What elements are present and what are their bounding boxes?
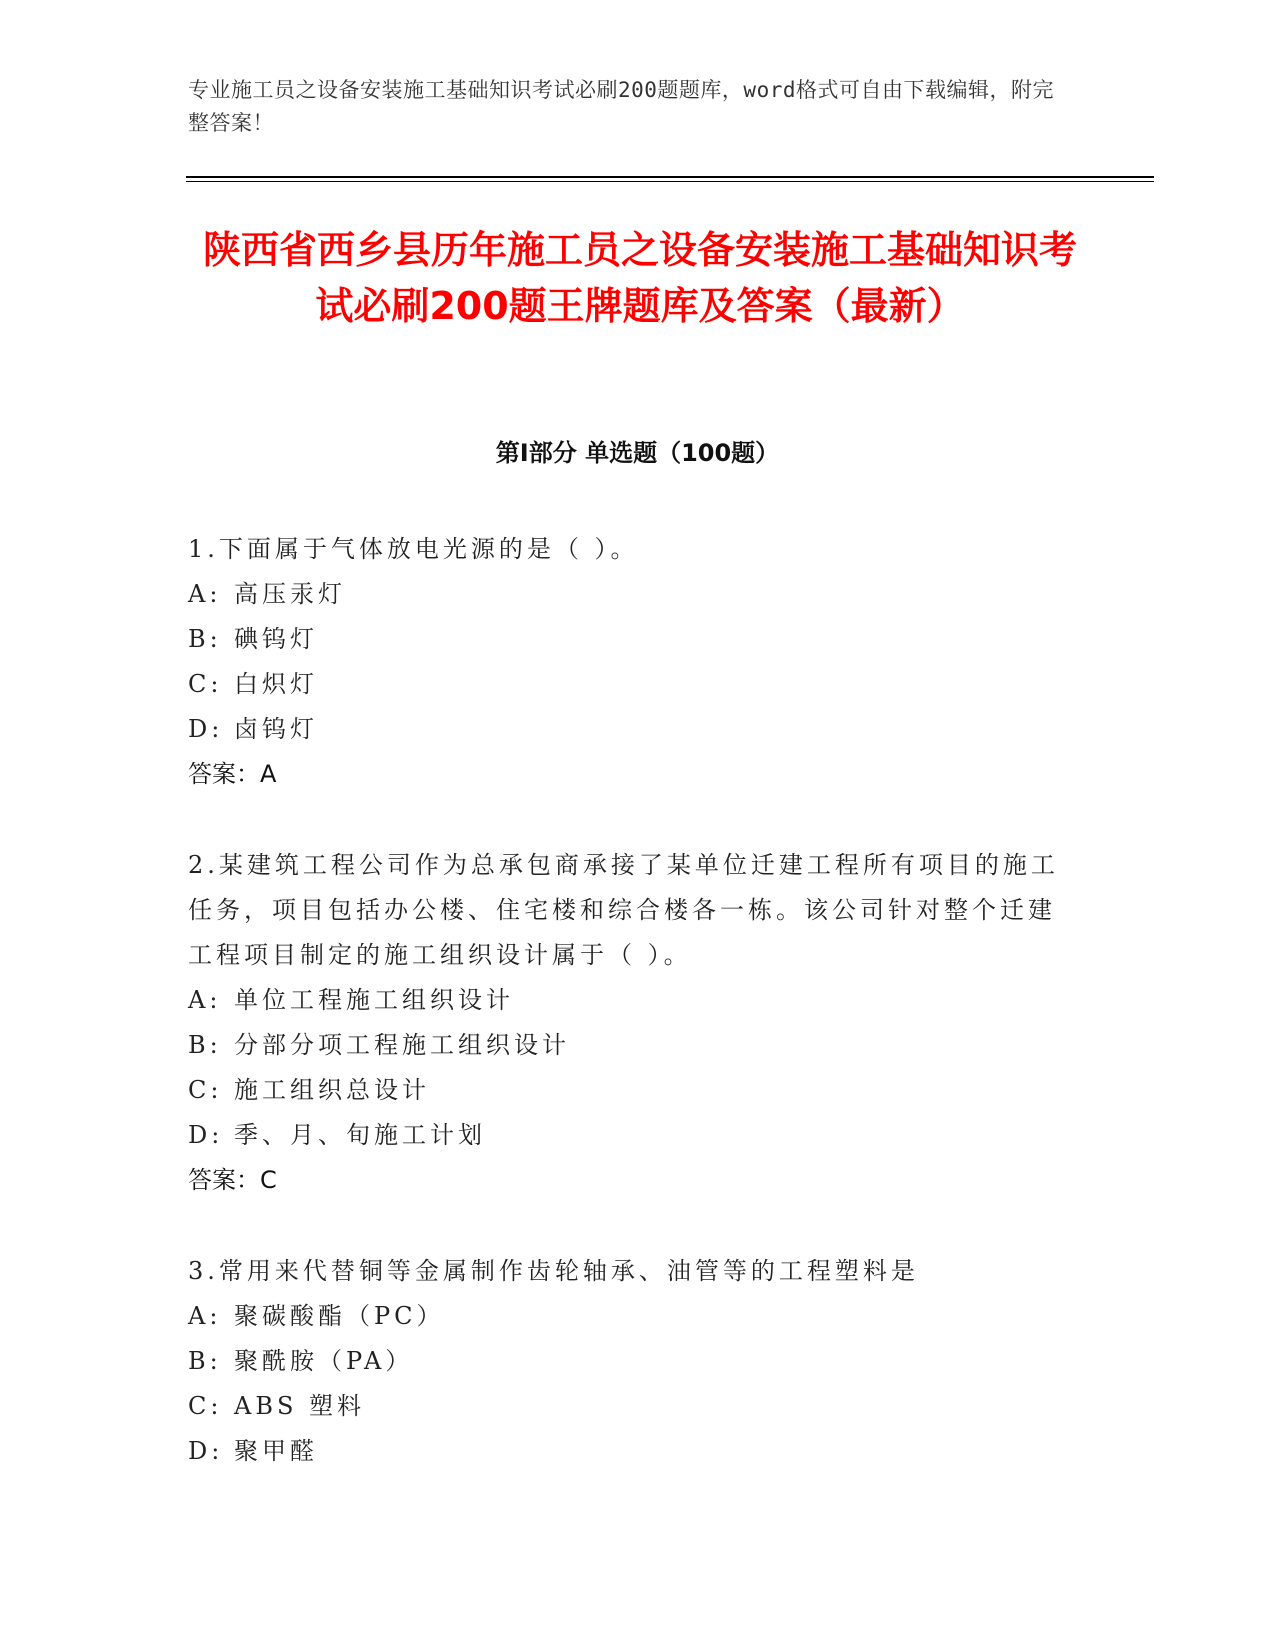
- answer-line: 答案：A: [188, 760, 277, 788]
- option-letter: C:: [188, 1392, 223, 1420]
- option-a: [188, 978, 1068, 1023]
- option-c: [188, 1068, 1068, 1113]
- option-letter: A:: [188, 580, 222, 608]
- question-list: [188, 527, 1068, 1520]
- option-text: 施工组织总设计: [234, 1076, 430, 1104]
- option-letter: B:: [188, 1347, 222, 1375]
- option-text: 白炽灯: [234, 670, 318, 698]
- option-text: 聚碳酸酯（PC）: [234, 1302, 445, 1330]
- option-text: 卤钨灯: [234, 715, 318, 743]
- option-text: 分部分项工程施工组织设计: [234, 1031, 570, 1059]
- option-d: [188, 1429, 1068, 1474]
- option-text: 聚甲醛: [234, 1437, 318, 1465]
- option-text: 聚酰胺（PA）: [234, 1347, 414, 1375]
- question-stem: 3.常用来代替铜等金属制作齿轮轴承、油管等的工程塑料是: [188, 1257, 919, 1285]
- section-heading: 第Ⅰ部分 单选题（100题）: [495, 439, 780, 467]
- option-c: [188, 1384, 1068, 1429]
- option-a: [188, 1294, 1068, 1339]
- document-title: 陕西省西乡县历年施工员之设备安装施工基础知识考试必刷200题王牌题库及答案（最新）: [202, 228, 1077, 328]
- header-divider-thick: [186, 176, 1154, 178]
- option-text: 高压汞灯: [234, 580, 346, 608]
- option-b: [188, 1023, 1068, 1068]
- question-2: [188, 843, 1068, 1203]
- option-letter: A:: [188, 1302, 222, 1330]
- option-letter: C:: [188, 1076, 223, 1104]
- option-letter: B:: [188, 625, 222, 653]
- question-stem: 1.下面属于气体放电光源的是（ ）。: [188, 535, 639, 563]
- option-b: [188, 1339, 1068, 1384]
- option-letter: D:: [188, 1121, 224, 1149]
- option-letter: D:: [188, 715, 224, 743]
- option-text: ABS 塑料: [234, 1392, 366, 1420]
- option-letter: D:: [188, 1437, 224, 1465]
- option-letter: C:: [188, 670, 223, 698]
- option-d: [188, 1113, 1068, 1158]
- option-letter: B:: [188, 1031, 222, 1059]
- header-divider-thin: [186, 181, 1154, 182]
- option-a: [188, 572, 1068, 617]
- option-d: [188, 707, 1068, 752]
- option-b: [188, 617, 1068, 662]
- option-letter: A:: [188, 986, 222, 1014]
- question-1: [188, 527, 1068, 797]
- option-text: 季、月、旬施工计划: [234, 1121, 486, 1149]
- header-note: 专业施工员之设备安装施工基础知识考试必刷200题题库，word格式可自由下载编辑，附完整答案！: [188, 78, 1054, 135]
- answer-line: 答案：C: [188, 1166, 277, 1194]
- option-c: [188, 662, 1068, 707]
- option-text: 碘钨灯: [234, 625, 318, 653]
- option-text: 单位工程施工组织设计: [234, 986, 514, 1014]
- question-3: [188, 1249, 1068, 1474]
- question-stem: 2.某建筑工程公司作为总承包商承接了某单位迁建工程所有项目的施工任务，项目包括办公楼、住宅楼和综合楼各一栋。该公司针对整个迁建工程项目制定的施工组织设计属于（ ）。: [188, 851, 1059, 969]
